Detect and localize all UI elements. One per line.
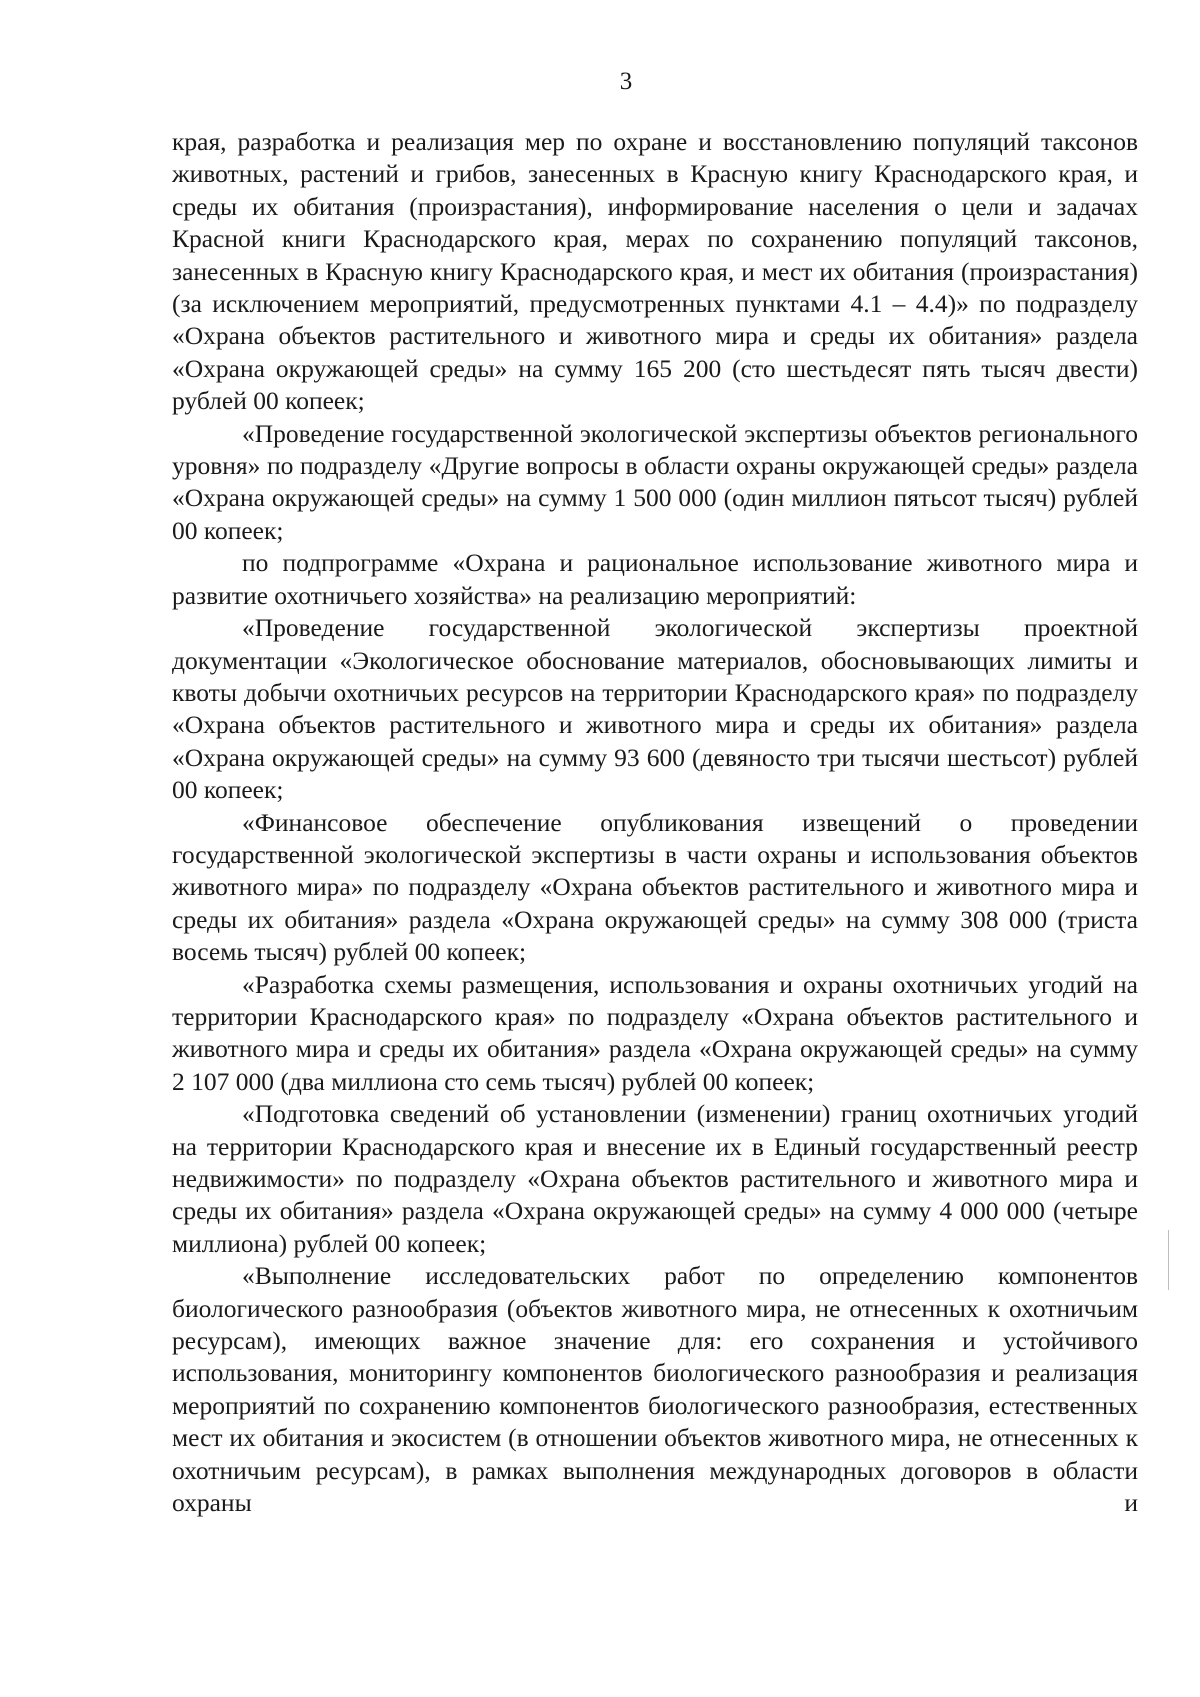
paragraph-continuation: края, разработка и реализация мер по охране и восстановлению популяций таксонов животных, растений и грибов, занесенных в Красную книгу Краснодарского края, и среды их обитания (произрастания), информирование населения о цели и задачах Красной книги Краснодарского края, мерах по сохранению популяций таксонов, занесенных в Красную книгу Краснодарского края, и мест их обитания (произрастания) (за исключением мероприятий, предусмотренных пунктами 4.1 – 4.4)» по подразделу «Охрана объектов растительного и животного мира и среды их обитания» раздела «Охрана окружающей среды» на сумму 165 200 (сто шестьдесят пять тысяч двести) рублей 00 копеек; bbox=[172, 127, 1138, 416]
paragraph-publication-notices: «Финансовое обеспечение опубликования извещений о проведении государственной экологической экспертизы в части охраны и использования объектов животного мира» по подразделу «Охрана объектов растительного и животного мира и среды их обитания» раздела «Охрана окружающей среды» на сумму 308 000 (триста восемь тысяч) рублей 00 копеек; bbox=[172, 807, 1138, 967]
paragraph-expertise-project-documentation: «Проведение государственной экологической экспертизы проектной документации «Экологическое обоснование материалов, обосновывающих лимиты и квоты добычи охотничьих ресурсов на территории Краснодарского края» по подразделу «Охрана объектов растительного и животного мира и среды их обитания» раздела «Охрана окружающей среды» на сумму 93 600 (девяносто три тысячи шестьсот) рублей 00 копеек; bbox=[172, 613, 1138, 805]
paragraph-subprogram-wildlife: по подпрограмме «Охрана и рациональное использование животного мира и развитие охотничьего хозяйства» на реализацию мероприятий: bbox=[172, 548, 1138, 610]
paragraph-ecological-expertise-regional: «Проведение государственной экологической экспертизы объектов регионального уровня» по подразделу «Другие вопросы в области охраны окружающей среды» раздела «Охрана окружающей среды» на сумму 1 500 000 (один миллион пятьсот тысяч) рублей 00 копеек; bbox=[172, 418, 1138, 545]
page-number: 3 bbox=[619, 68, 633, 95]
paragraph-biodiversity-research: «Выполнение исследовательских работ по определению компонентов биологического разнообразия (объектов животного мира, не отнесенных к охотничьим ресурсам), имеющих важное значение для: его сохранения и устойчивого использования, мониторингу компонентов биологического разнообразия и реализация мероприятий по сохранению компонентов биологического разнообразия, естественных мест их обитания и экосистем (в отношении объектов животного мира, не отнесенных к охотничьим ресурсам), в рамках выполнения международных договоров в области охраны и bbox=[172, 1261, 1138, 1518]
document-body bbox=[172, 126, 1138, 1519]
scan-edge-mark bbox=[1168, 1230, 1169, 1290]
paragraph-hunting-grounds-scheme: «Разработка схемы размещения, использования и охраны охотничьих угодий на территории Краснодарского края» по подразделу «Охрана объектов растительного и животного мира и среды их обитания» раздела «Охрана окружающей среды» на сумму 2 107 000 (два миллиона сто семь тысяч) рублей 00 копеек; bbox=[172, 969, 1138, 1096]
paragraph-hunting-grounds-boundaries: «Подготовка сведений об установлении (изменении) границ охотничьих угодий на территории Краснодарского края и внесение их в Единый государственный реестр недвижимости» по подразделу «Охрана объектов растительного и животного мира и среды их обитания» раздела «Охрана окружающей среды» на сумму 4 000 000 (четыре миллиона) рублей 00 копеек; bbox=[172, 1099, 1138, 1258]
